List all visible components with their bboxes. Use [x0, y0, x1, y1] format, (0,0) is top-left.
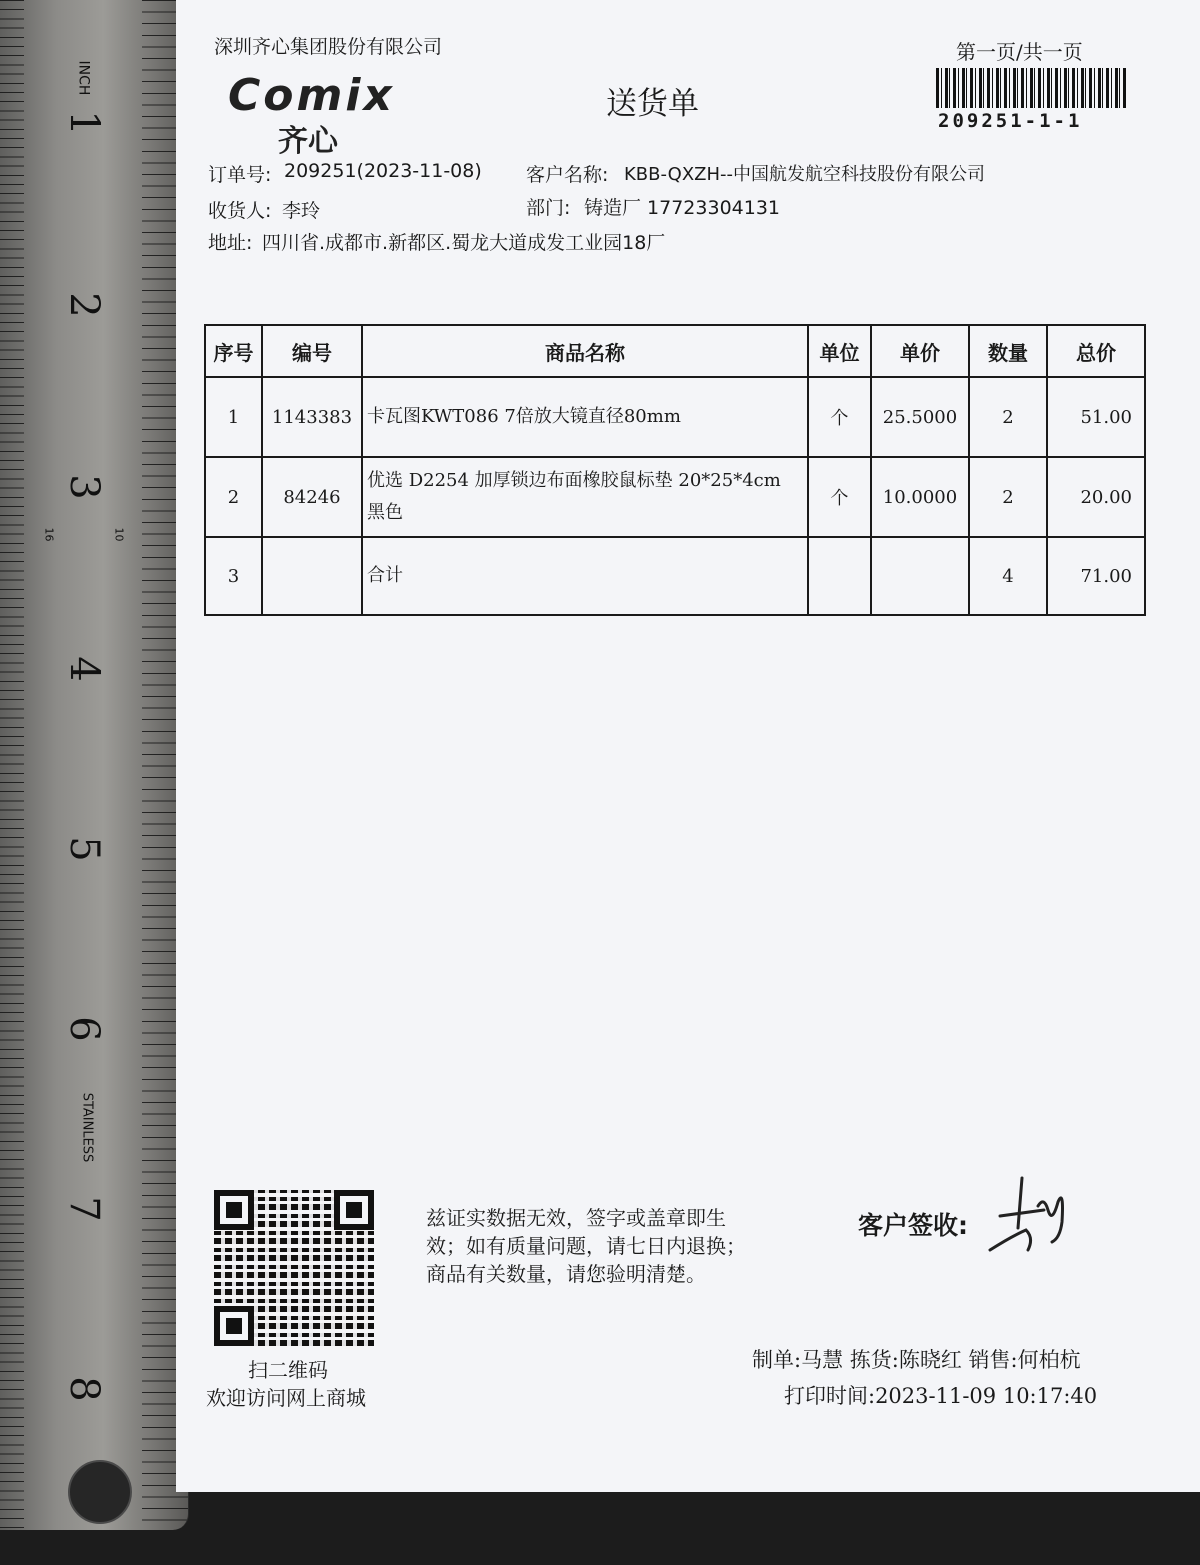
cell-product-name: 合计: [362, 537, 808, 615]
header-quantity: 数量: [969, 325, 1047, 377]
barcode: [936, 68, 1128, 108]
qr-finder-pattern: [334, 1190, 374, 1230]
cell-quantity: 2: [969, 377, 1047, 457]
qr-caption-scan: 扫二维码: [248, 1358, 328, 1382]
customer-sign-label: 客户签收:: [858, 1211, 968, 1240]
header-unit-price: 单价: [871, 325, 969, 377]
ruler-number: 1: [61, 110, 107, 136]
cell-unit: 个: [808, 377, 871, 457]
cell-unit-price: 25.5000: [871, 377, 969, 457]
cell-unit-price: 10.0000: [871, 457, 969, 537]
cell-quantity: 4: [969, 537, 1047, 615]
cell-code: 84246: [262, 457, 362, 537]
header-product-name: 商品名称: [362, 325, 808, 377]
customer-name-value: KBB-QXZH--中国航发航空科技股份有限公司: [624, 164, 986, 185]
ruler-number: 6: [61, 1016, 107, 1042]
ruler-number: 3: [61, 474, 107, 500]
receiver-label: 收货人:: [208, 200, 272, 222]
comix-logo: Comix: [228, 70, 395, 121]
notice-line-1: 兹证实数据无效，签字或盖章即生: [426, 1206, 726, 1230]
ruler-number: 5: [61, 836, 107, 862]
header-unit: 单位: [808, 325, 871, 377]
cell-seq: 3: [205, 537, 262, 615]
handwritten-signature: [982, 1166, 1072, 1258]
table-row: [205, 457, 1145, 537]
customer-name-label: 客户名称:: [526, 164, 609, 186]
ruler-number: 8: [61, 1376, 107, 1402]
cell-unit: [808, 537, 871, 615]
table-row: [205, 377, 1145, 457]
cell-total: 71.00: [1047, 537, 1145, 615]
notice-line-3: 商品有关数量，请您验明清楚。: [426, 1262, 706, 1286]
staff-line: 制单:马慧 拣货:陈晓红 销售:何柏杭: [752, 1348, 1081, 1372]
cell-unit: 个: [808, 457, 871, 537]
comix-logo-cn: 齐心: [278, 124, 338, 159]
company-name: 深圳齐心集团股份有限公司: [214, 36, 443, 58]
department-label: 部门:: [526, 197, 571, 219]
steel-ruler: [0, 0, 189, 1530]
address-label: 地址:: [208, 232, 253, 254]
department-value: 铸造厂 17723304131: [584, 197, 781, 219]
document-title: 送货单: [606, 86, 699, 122]
header-seq: 序号: [205, 325, 262, 377]
ruler-small-mark: 10: [112, 527, 126, 542]
cell-product-name: 卡瓦图KWT086 7倍放大镜直径80mm: [362, 377, 808, 457]
ruler-unit-label: INCH: [75, 60, 92, 96]
table-header-row: [205, 325, 1145, 377]
qr-caption-mall: 欢迎访问网上商城: [206, 1386, 366, 1410]
cell-total: 51.00: [1047, 377, 1145, 457]
qr-finder-pattern: [214, 1306, 254, 1346]
qr-finder-pattern: [214, 1190, 254, 1230]
print-time: 打印时间:2023-11-09 10:17:40: [784, 1384, 1098, 1408]
order-number-value: 209251(2023-11-08): [284, 160, 482, 182]
table-row-total: [205, 537, 1145, 615]
ruler-number: 4: [61, 656, 107, 682]
cell-code: [262, 537, 362, 615]
address-value: 四川省.成都市.新都区.蜀龙大道成发工业园18厂: [262, 232, 666, 254]
order-number-label: 订单号:: [208, 164, 272, 186]
qr-code[interactable]: [214, 1190, 374, 1346]
ruler-hang-hole: [68, 1460, 132, 1524]
cell-seq: 2: [205, 457, 262, 537]
cell-seq: 1: [205, 377, 262, 457]
cell-total: 20.00: [1047, 457, 1145, 537]
ruler-ticks-inch: [0, 0, 40, 1530]
ruler-number: 7: [61, 1196, 107, 1222]
header-code: 编号: [262, 325, 362, 377]
ruler-small-mark: 16: [42, 527, 56, 542]
barcode-number: 209251-1-1: [938, 110, 1083, 132]
cell-product-name: 优选 D2254 加厚锁边布面橡胶鼠标垫 20*25*4cm 黑色: [362, 457, 808, 537]
ruler-material-label: STAINLESS: [79, 1092, 95, 1163]
items-table: [204, 324, 1146, 616]
cell-quantity: 2: [969, 457, 1047, 537]
notice-line-2: 效；如有质量问题，请七日内退换；: [426, 1234, 746, 1258]
cell-code: 1143383: [262, 377, 362, 457]
receiver-value: 李玲: [282, 200, 321, 222]
cell-unit-price: [871, 537, 969, 615]
page-info: 第一页/共一页: [956, 40, 1083, 64]
header-total: 总价: [1047, 325, 1145, 377]
ruler-number: 2: [61, 292, 107, 318]
